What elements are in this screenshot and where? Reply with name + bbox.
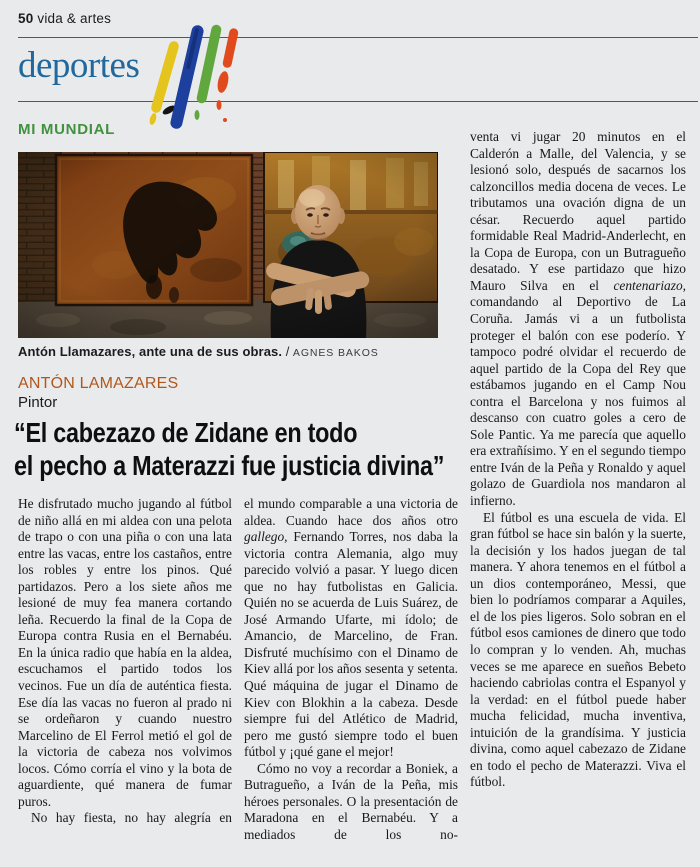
kicker: MI MUNDIAL: [18, 121, 115, 138]
italic-word: gallego,: [244, 529, 288, 545]
article-column-3: [470, 129, 686, 862]
paragraph: He disfrutado mucho jugando al fútbol de niño allá en mi aldea con una pelota de trapo o con una piña o con una lata entre las vacas, entre los castaños, entre los robles y entre los pinos. Qué partidazos. Pero a los siete años me lesioné de muy fea manera cortando leña. Recuerdo la final de la Copa de Europa contra Rusia en el Bernabéu. En la única radio que había en la aldea, escuchamos el partido todos los vecinos. Fue un día de auténtica fiesta. Ese día las vacas no fueron al prado ni se ordeñaron y cuando nuestro Marcelino de El Ferrol metió el gol de la victoria de cabeza nos volvimos locos. Cómo corría el vino y la bota de aguardiente, qué manera de fumar puros.: [18, 496, 232, 809]
photo-caption: [18, 344, 448, 359]
photo-credit: AGNES BAKOS: [292, 347, 379, 359]
credit-separator: /: [282, 344, 293, 359]
paragraph: Cómo no voy a recordar a Boniek, a Butragueño, a Iván de la Peña, mis héroes personales. O la presentación de Maradona en el Bernabéu. Y a mediados de los no-: [244, 760, 458, 842]
page-header: [18, 11, 111, 26]
paragraph: El fútbol es una escuela de vida. El gran fútbol se hace sin balón y la suerte, la decisión y los hados juegan de tal manera. Y ahora tenemos en el fútbol a un dios contemporáneo, Messi, que bien lo podríamos comparar a Aquiles, el de los pies ligeros. Solo sobran en el fútbol esos camiones de dinero que todo lo compran y lo venden. Ah, muchas veces se me aparece en sueños Bebeto haciendo cabriolas contra el Espanyol y la verdad: en el fútbol puede haber mucha felicidad, mucha inventiva, intuición de la grandísima. Y justicia divina, como aquel cabezazo de Zidane en todo el pecho de Materazzi. Viva el fútbol.: [470, 509, 686, 790]
portrait-photo: [18, 152, 438, 338]
top-rule: [18, 37, 698, 38]
section-name: vida & artes: [37, 11, 112, 26]
masthead-rule: [18, 101, 698, 102]
headline-line-2: el pecho a Materazzi fue justicia divina”: [14, 450, 445, 481]
paragraph: No hay fiesta, no hay alegría en: [31, 810, 232, 826]
paragraph: el mundo comparable a una victoria de aldea. Cuando hace dos años otro gallego, Fernando Torres, nos daba la victoria contra Alemania, algo muy parecido volvió a pasar. Y luego dicen que no hay futbolistas en Galicia. Quién no se acuerda de Luis Suárez, de José Armando Ufarte, mi ídolo; de Amancio, de Marcelino, de Fran. Disfruté muchísimo con el Dinamo de Kiev allá por los años sesenta y setenta. Qué máquina de jugar el Dinamo de Kiev con Blokhin a la cabeza. Desde siempre fui del Atlético de Madrid, pero me gustó siempre todo el buen fútbol y ¡qué gane el mejor!: [244, 496, 458, 760]
paint-strokes-icon: [138, 24, 248, 136]
headline-line-1: “El cabezazo de Zidane en todo: [14, 417, 358, 448]
article-column-2: [244, 496, 458, 862]
article-column-1: [18, 496, 232, 862]
headline: [14, 416, 469, 482]
caption-text: Antón Llamazares, ante una de sus obras.: [18, 344, 283, 359]
byline-name: ANTÓN LAMAZARES: [18, 375, 179, 392]
paragraph: venta vi jugar 20 minutos en el Calderón a Malle, del Valencia, y se lesionó solo, después de sacarnos los calzoncillos media docena de veces. Le tributamos una ovación digna de un césar. Recuerdo aquel partido formidable Real Madrid-Anderlecht, en la Copa de Europa, con un Butragueño desatado. Y ese partidazo que hizo Mauro Silva en el centenariazo, comandando al Deportivo de La Coruña. Jamás vi a un futbolista proteger el balón con ese poderío. Y tampoco podré olvidar el recuerdo de aquel partido de la Copa del Rey que estábamos jugando en el Camp Nou contra el Barcelona y nos fuimos al descanso con cuatro goles a cero de Sole Pantic. Ya me parecía que aquello era extrañísimo. Y en el segundo tiempo entre Iván de la Peña y Ronaldo y aquel golazo de Guardiola nos mandaron al infierno.: [470, 129, 686, 509]
italic-word: centenariazo,: [613, 277, 686, 293]
byline-role: Pintor: [18, 394, 58, 411]
masthead-title: deportes: [18, 45, 140, 86]
page-number: 50: [18, 11, 34, 26]
